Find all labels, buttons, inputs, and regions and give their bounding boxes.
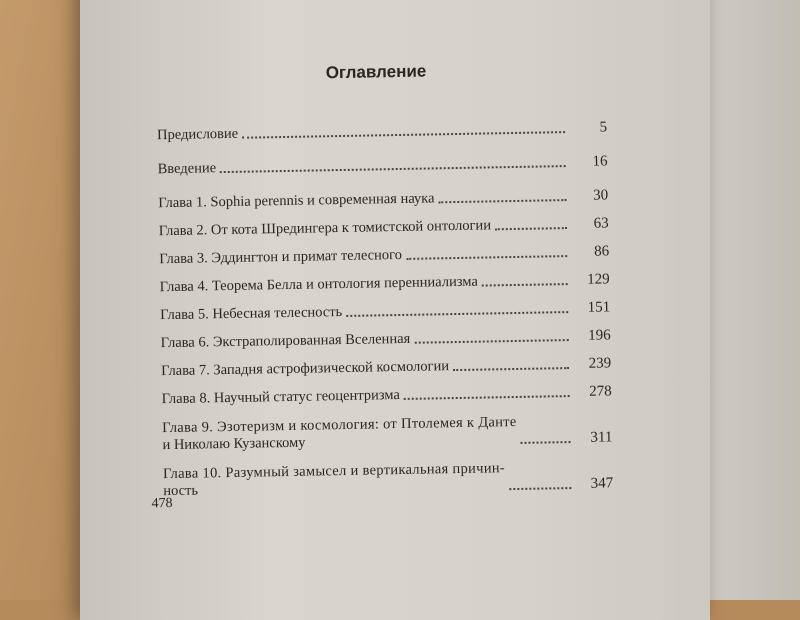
toc-entry: [160, 266, 610, 296]
toc-entry-page: 63: [593, 215, 609, 232]
toc-entry: [161, 350, 611, 380]
toc-leader-dots: [220, 164, 566, 173]
toc-leader-dots: [346, 310, 568, 317]
toc-leader-dots: [509, 486, 571, 490]
toc-entry-label: Глава 7. Западня астрофизической космологии: [161, 358, 450, 380]
toc-leader-dots: [521, 440, 571, 444]
toc-entry-label: Глава 4. Теорема Белла и онтология перенниализма: [159, 273, 478, 296]
toc-leader-dots: [439, 198, 567, 203]
page-number: 478: [151, 496, 173, 512]
toc-entry-page: 129: [587, 271, 610, 288]
toc-entry-label-line1: Глава 9. Эзотеризм и космология: от Птолемея к Данте: [162, 413, 517, 437]
toc-entry-page: 196: [588, 327, 611, 344]
toc-title: Оглавление: [325, 61, 427, 83]
toc-entry-label: Глава 3. Эддингтон и примат телесного: [159, 246, 403, 268]
toc-entry-label: [162, 414, 517, 454]
toc-entry: [162, 406, 613, 454]
toc-entry-label: Введение: [157, 160, 217, 178]
toc-entry-label: Глава 1. Sophia perennis и современная наука: [158, 190, 435, 212]
toc-entry: [163, 452, 614, 500]
toc-entry-page: 311: [590, 429, 613, 446]
toc-entry: [157, 148, 607, 178]
toc-entry-page: 5: [599, 119, 608, 136]
toc-entry-label: Глава 8. Научный статус геоцентризма: [161, 387, 401, 408]
toc-entry-label: Глава 2. От кота Шредингера к томистской онтологии: [158, 217, 492, 240]
toc-entry: [159, 238, 609, 268]
toc-entry-label-line2: ность: [163, 482, 199, 500]
toc-leader-dots: [453, 366, 569, 371]
toc-entry: [161, 378, 611, 408]
toc-entry-page: 347: [590, 475, 614, 492]
toc-entry: [160, 322, 610, 352]
toc-entry-label: Предисловие: [156, 125, 239, 144]
toc-leader-dots: [406, 254, 567, 260]
toc-entry-label-line1: Глава 10. Разумный замысел и вертикальная причин-: [162, 460, 506, 483]
toc-entry: [159, 210, 609, 240]
toc-leader-dots: [414, 338, 568, 344]
toc-leader-dots: [404, 394, 570, 400]
toc-entry-page: 151: [587, 299, 611, 316]
toc-entry-label-line2: и Николаю Кузанскому: [162, 434, 306, 454]
toc-leader-dots: [495, 226, 567, 230]
toc-entry-label: Глава 5. Небесная телесность: [160, 304, 343, 324]
toc-entry: [160, 294, 610, 324]
toc-entry-page: 86: [594, 243, 610, 260]
toc-entry-label: Глава 6. Экстраполированная Вселенная: [160, 330, 411, 352]
toc-entry-page: 239: [588, 355, 612, 372]
toc-entry-label: [163, 460, 506, 500]
toc-entry: [157, 114, 607, 144]
toc-leader-dots: [242, 130, 565, 139]
toc-leader-dots: [482, 282, 568, 286]
toc-entry-page: 16: [592, 153, 608, 170]
toc-entry-page: 30: [593, 187, 609, 204]
toc-entry: [158, 182, 608, 212]
toc-entry-page: 278: [588, 383, 612, 400]
